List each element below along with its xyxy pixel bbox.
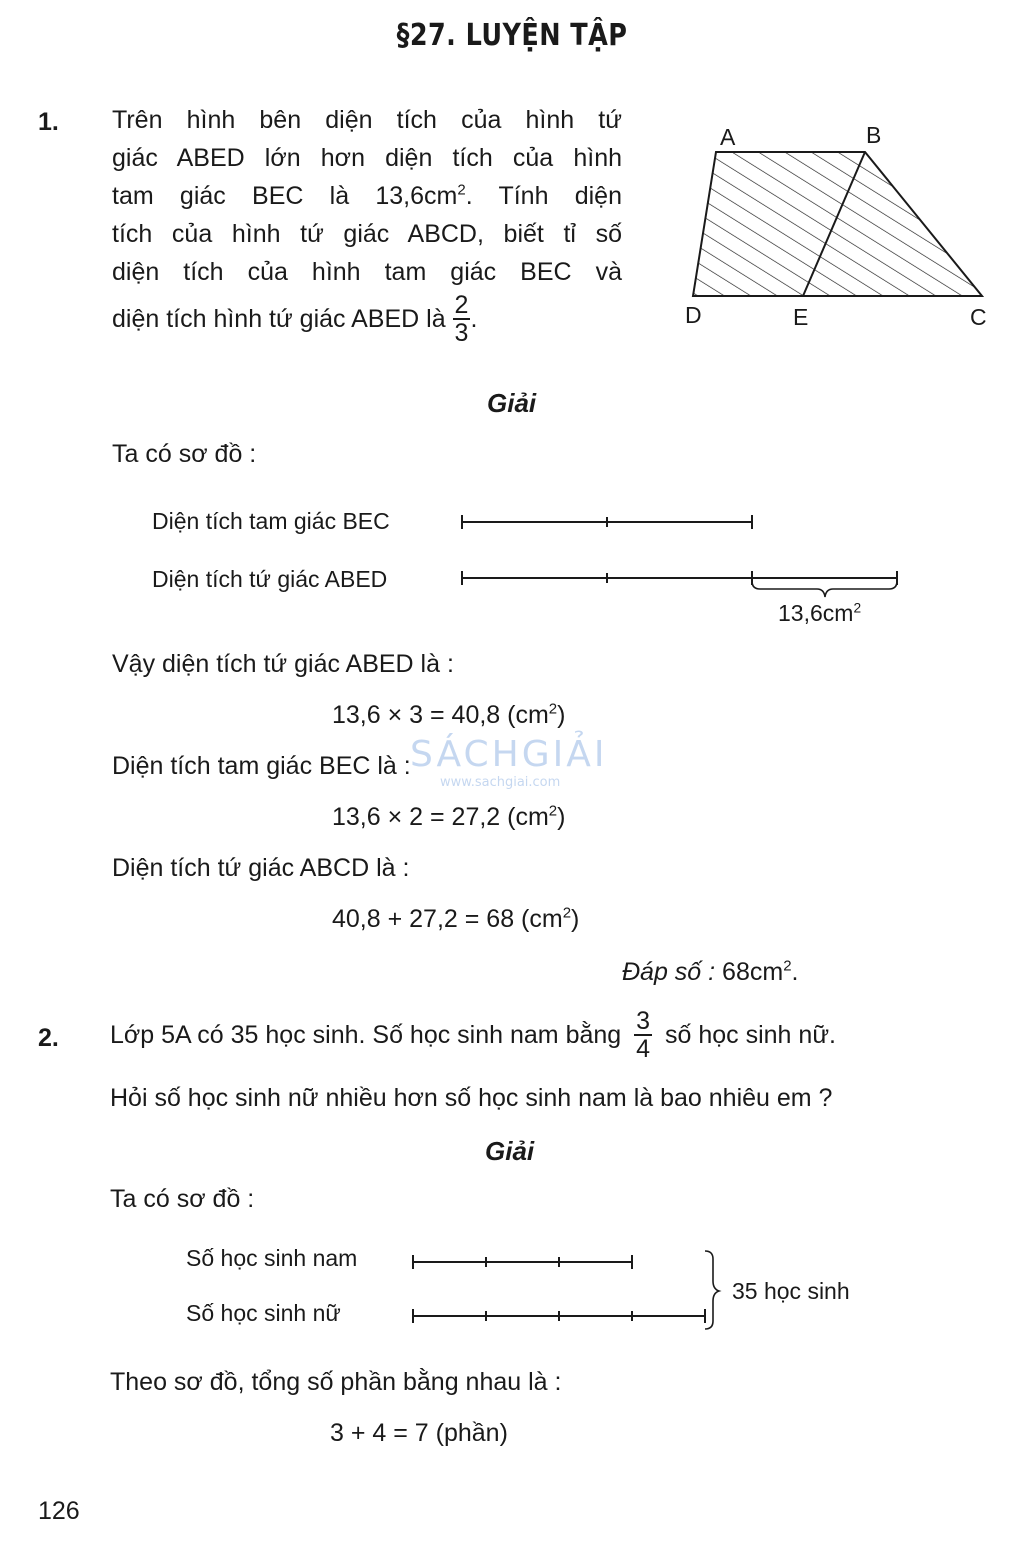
- brace-35: [705, 1251, 719, 1329]
- page-number: 126: [38, 1497, 80, 1525]
- step-2-1-calc: 3 + 4 = 7 (phần): [330, 1419, 508, 1447]
- problem-2-line-2: Hỏi số học sinh nữ nhiều hơn số học sinh nam là bao nhiêu em ?: [110, 1084, 833, 1112]
- watermark: [410, 734, 620, 824]
- solution-heading-1: Giải: [487, 388, 537, 418]
- fraction-3-4: $\frac{3}{4}$: [636, 1007, 651, 1064]
- problem-1-line-6: diện tích hình tứ giác ABED là $\frac{2}{3}$ .: [112, 291, 478, 348]
- problem-1-line-2: giác ABED lớn hơn diện tích của hình: [112, 144, 622, 172]
- diagram-2-row-2-label: Số học sinh nữ: [186, 1300, 341, 1326]
- diagram-2-row-1-label: Số học sinh nam: [186, 1245, 358, 1271]
- fraction-2-3: $\frac{2}{3}$: [454, 291, 469, 348]
- trapezoid-shape: [693, 152, 982, 296]
- diagram-1-row-2-label: Diện tích tứ giác ABED: [152, 566, 388, 592]
- brace-13-6: [752, 581, 897, 597]
- step-3-text: Diện tích tứ giác ABCD là :: [112, 854, 410, 882]
- problem-1-line-1: Trên hình bên diện tích của hình tứ: [112, 106, 622, 134]
- brace-label-35: 35 học sinh: [732, 1278, 850, 1304]
- step-3-calc: 40,8 + 27,2 = 68 $(cm^2)$: [332, 904, 580, 933]
- diagram-1-row-1-label: Diện tích tam giác BEC: [152, 508, 390, 534]
- vertex-label-d: D: [685, 302, 702, 328]
- step-2-text: Diện tích tam giác BEC là :: [112, 752, 411, 780]
- brace-label-13-6: $13,6cm^2$: [778, 600, 862, 626]
- problem-1-line-5: diện tích của hình tam giác BEC và: [112, 258, 622, 286]
- diagram-2-segments: [405, 1245, 725, 1335]
- diagram-intro-2: Ta có sơ đồ :: [110, 1185, 255, 1213]
- step-1-text: Vậy diện tích tứ giác ABED là :: [112, 650, 454, 678]
- answer-1: Đáp số : $68cm^2$.: [622, 957, 799, 986]
- vertex-label-b: B: [866, 122, 882, 148]
- problem-2-number: 2.: [38, 1024, 59, 1052]
- watermark-url: www.sachgiai.com: [440, 775, 561, 790]
- vertex-label-e: E: [793, 304, 809, 330]
- page-title: §27. LUYỆN TẬP: [396, 18, 628, 53]
- diagram-1-segments: [455, 505, 915, 605]
- problem-1-number: 1.: [38, 108, 59, 136]
- trapezoid-figure: [680, 120, 1000, 340]
- problem-2-line-1: Lớp 5A có 35 học sinh. Số học sinh nam bằng $\frac{3}{4}$ số học sinh nữ.: [110, 1007, 836, 1064]
- problem-1-line-3: tam giác BEC là $13,6cm^2$. Tính diện: [112, 181, 622, 210]
- solution-heading-2: Giải: [485, 1136, 535, 1166]
- problem-1-line-4: tích của hình tứ giác ABCD, biết tỉ số: [112, 220, 622, 248]
- step-2-1-text: Theo sơ đồ, tổng số phần bằng nhau là :: [110, 1368, 562, 1396]
- vertex-label-a: A: [720, 124, 736, 150]
- step-1-calc: 13,6 × 3 = 40,8 $(cm^2)$: [332, 700, 566, 729]
- vertex-label-c: C: [970, 304, 987, 330]
- diagram-intro-1: Ta có sơ đồ :: [112, 440, 257, 468]
- watermark-logo: SÁCHGIẢI: [410, 734, 608, 775]
- step-2-calc: 13,6 × 2 = 27,2 $(cm^2)$: [332, 802, 566, 831]
